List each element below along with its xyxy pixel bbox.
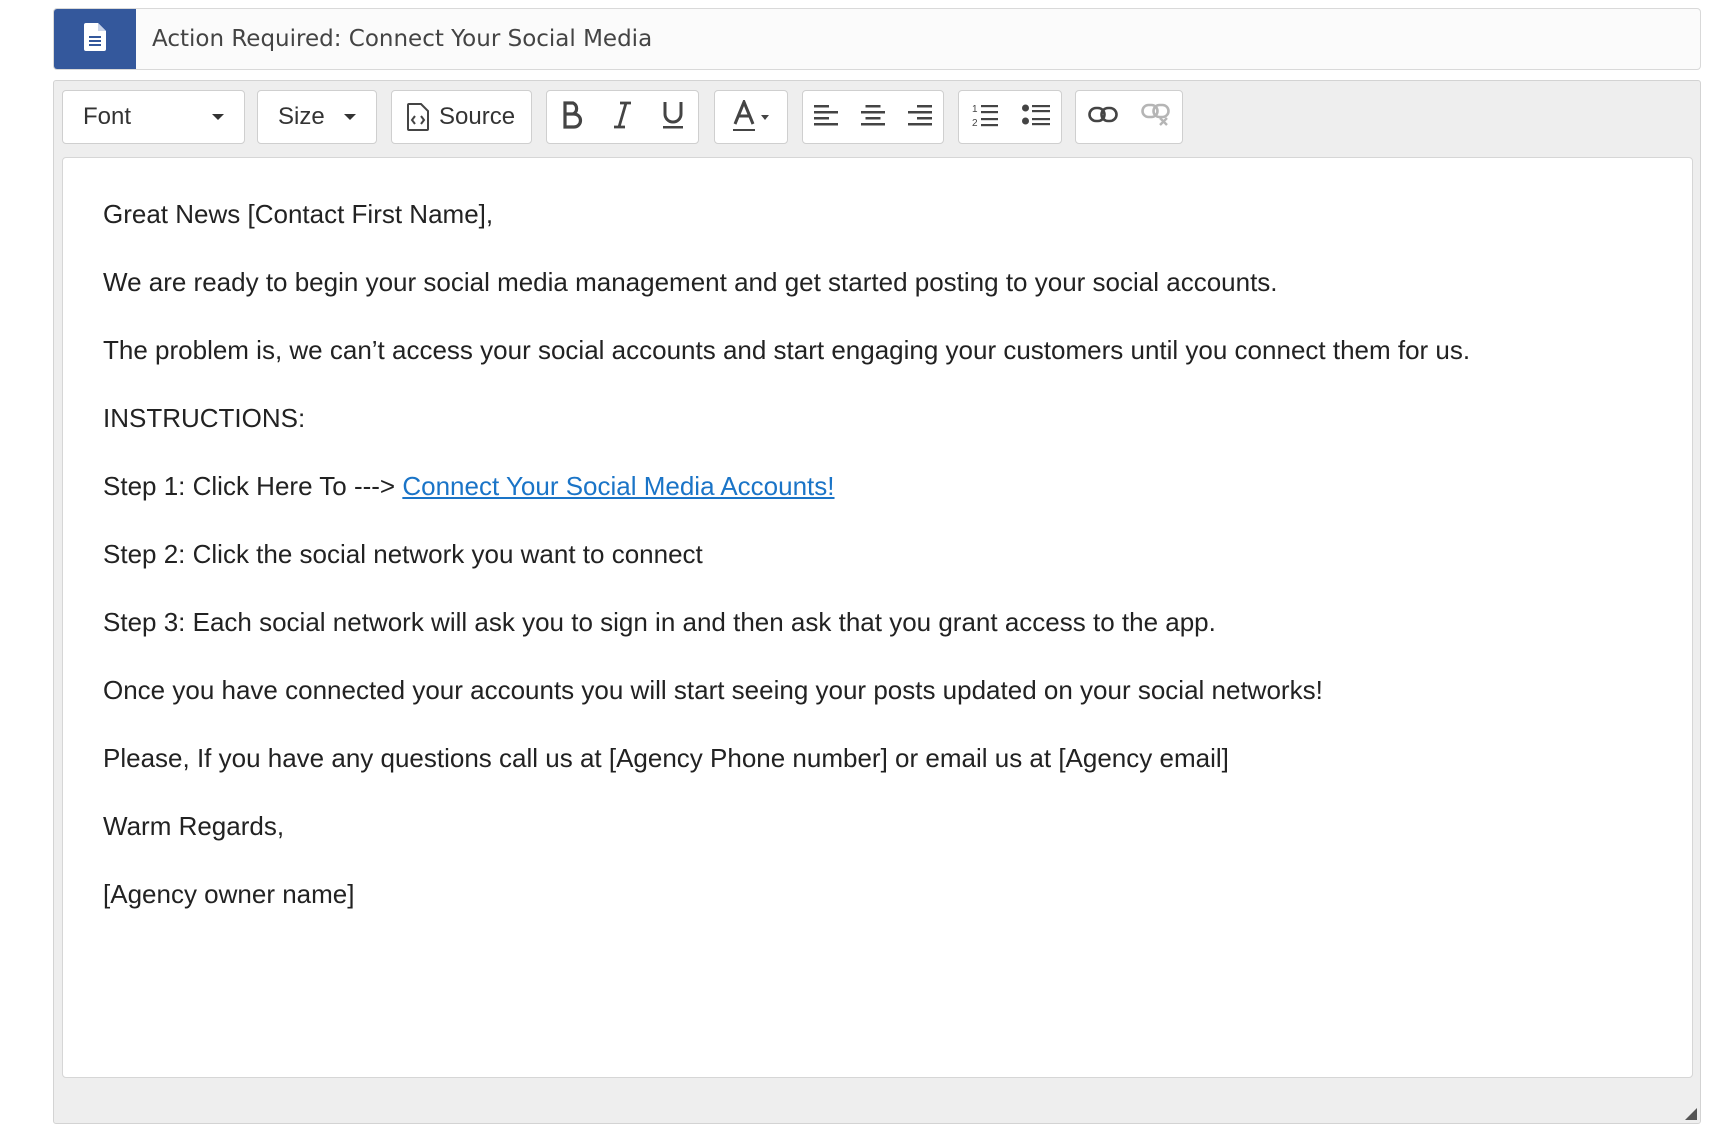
text-color-button[interactable] <box>714 90 788 144</box>
link-button[interactable] <box>1076 91 1129 143</box>
closing-text: Warm Regards, <box>103 811 285 841</box>
paragraph-3: Once you have connected your accounts you will start seeing your posts updated on your social networks! <box>103 675 1323 705</box>
resize-handle[interactable] <box>1685 1108 1697 1120</box>
bold-button[interactable] <box>547 91 597 143</box>
text-color-icon <box>731 100 771 134</box>
step-1 <box>103 470 1652 538</box>
chevron-down-icon <box>344 114 356 120</box>
paragraph-2: The problem is, we can’t access your social accounts and start engaging your customers until you connect them for us. <box>103 335 1471 365</box>
underline-icon <box>661 100 685 135</box>
align-left-button[interactable] <box>803 91 850 143</box>
svg-text:2: 2 <box>971 117 978 128</box>
bulleted-list-button[interactable] <box>1010 91 1061 143</box>
chevron-down-icon <box>212 114 224 120</box>
bold-icon <box>561 101 583 134</box>
bulleted-list-icon <box>1022 103 1050 132</box>
ordered-list-button[interactable] <box>959 91 1010 143</box>
align-right-icon <box>908 104 932 131</box>
svg-text:1: 1 <box>971 103 978 115</box>
step-1-prefix: Step 1: Click Here To ---> <box>103 471 403 501</box>
link-icon <box>1088 106 1118 129</box>
source-label: Source <box>439 103 516 130</box>
ordered-list-icon <box>972 102 998 133</box>
list-group <box>958 90 1062 144</box>
rich-text-editor <box>53 80 1701 1124</box>
align-group <box>802 90 944 144</box>
paragraph-4: Please, If you have any questions call us at [Agency Phone number] or email us at [Agency email] <box>103 743 1229 773</box>
align-right-button[interactable] <box>896 91 943 143</box>
step-2: Step 2: Click the social network you want to connect <box>103 539 703 569</box>
link-group <box>1075 90 1183 144</box>
connect-accounts-link[interactable]: Connect Your Social Media Accounts! <box>402 471 835 501</box>
subject-icon-box <box>54 9 136 69</box>
subject-input[interactable]: Action Required: Connect Your Social Media <box>152 26 653 52</box>
signature-text: [Agency owner name] <box>103 879 355 909</box>
size-dropdown-label: Size <box>278 103 325 130</box>
align-center-icon <box>861 104 885 131</box>
source-code-icon <box>407 103 429 131</box>
text-style-group <box>546 90 699 144</box>
instructions-heading: INSTRUCTIONS: <box>103 403 306 433</box>
editor-content[interactable] <box>62 157 1693 1078</box>
font-dropdown[interactable] <box>62 90 245 144</box>
underline-button[interactable] <box>648 91 698 143</box>
font-dropdown-label: Font <box>83 103 132 130</box>
source-button[interactable] <box>391 90 532 144</box>
unlink-button[interactable] <box>1129 91 1182 143</box>
step-3: Step 3: Each social network will ask you to sign in and then ask that you grant access to the app. <box>103 607 1216 637</box>
italic-button[interactable] <box>597 91 647 143</box>
document-icon <box>84 23 106 56</box>
paragraph-1: We are ready to begin your social media management and get started posting to your social accounts. <box>103 267 1278 297</box>
greeting-text: Great News [Contact First Name], <box>103 199 494 229</box>
size-dropdown[interactable] <box>257 90 377 144</box>
editor-toolbar <box>54 81 1700 157</box>
align-center-button[interactable] <box>850 91 897 143</box>
subject-bar <box>53 8 1701 70</box>
align-left-icon <box>814 104 838 131</box>
unlink-icon <box>1141 103 1171 132</box>
italic-icon <box>611 101 633 134</box>
